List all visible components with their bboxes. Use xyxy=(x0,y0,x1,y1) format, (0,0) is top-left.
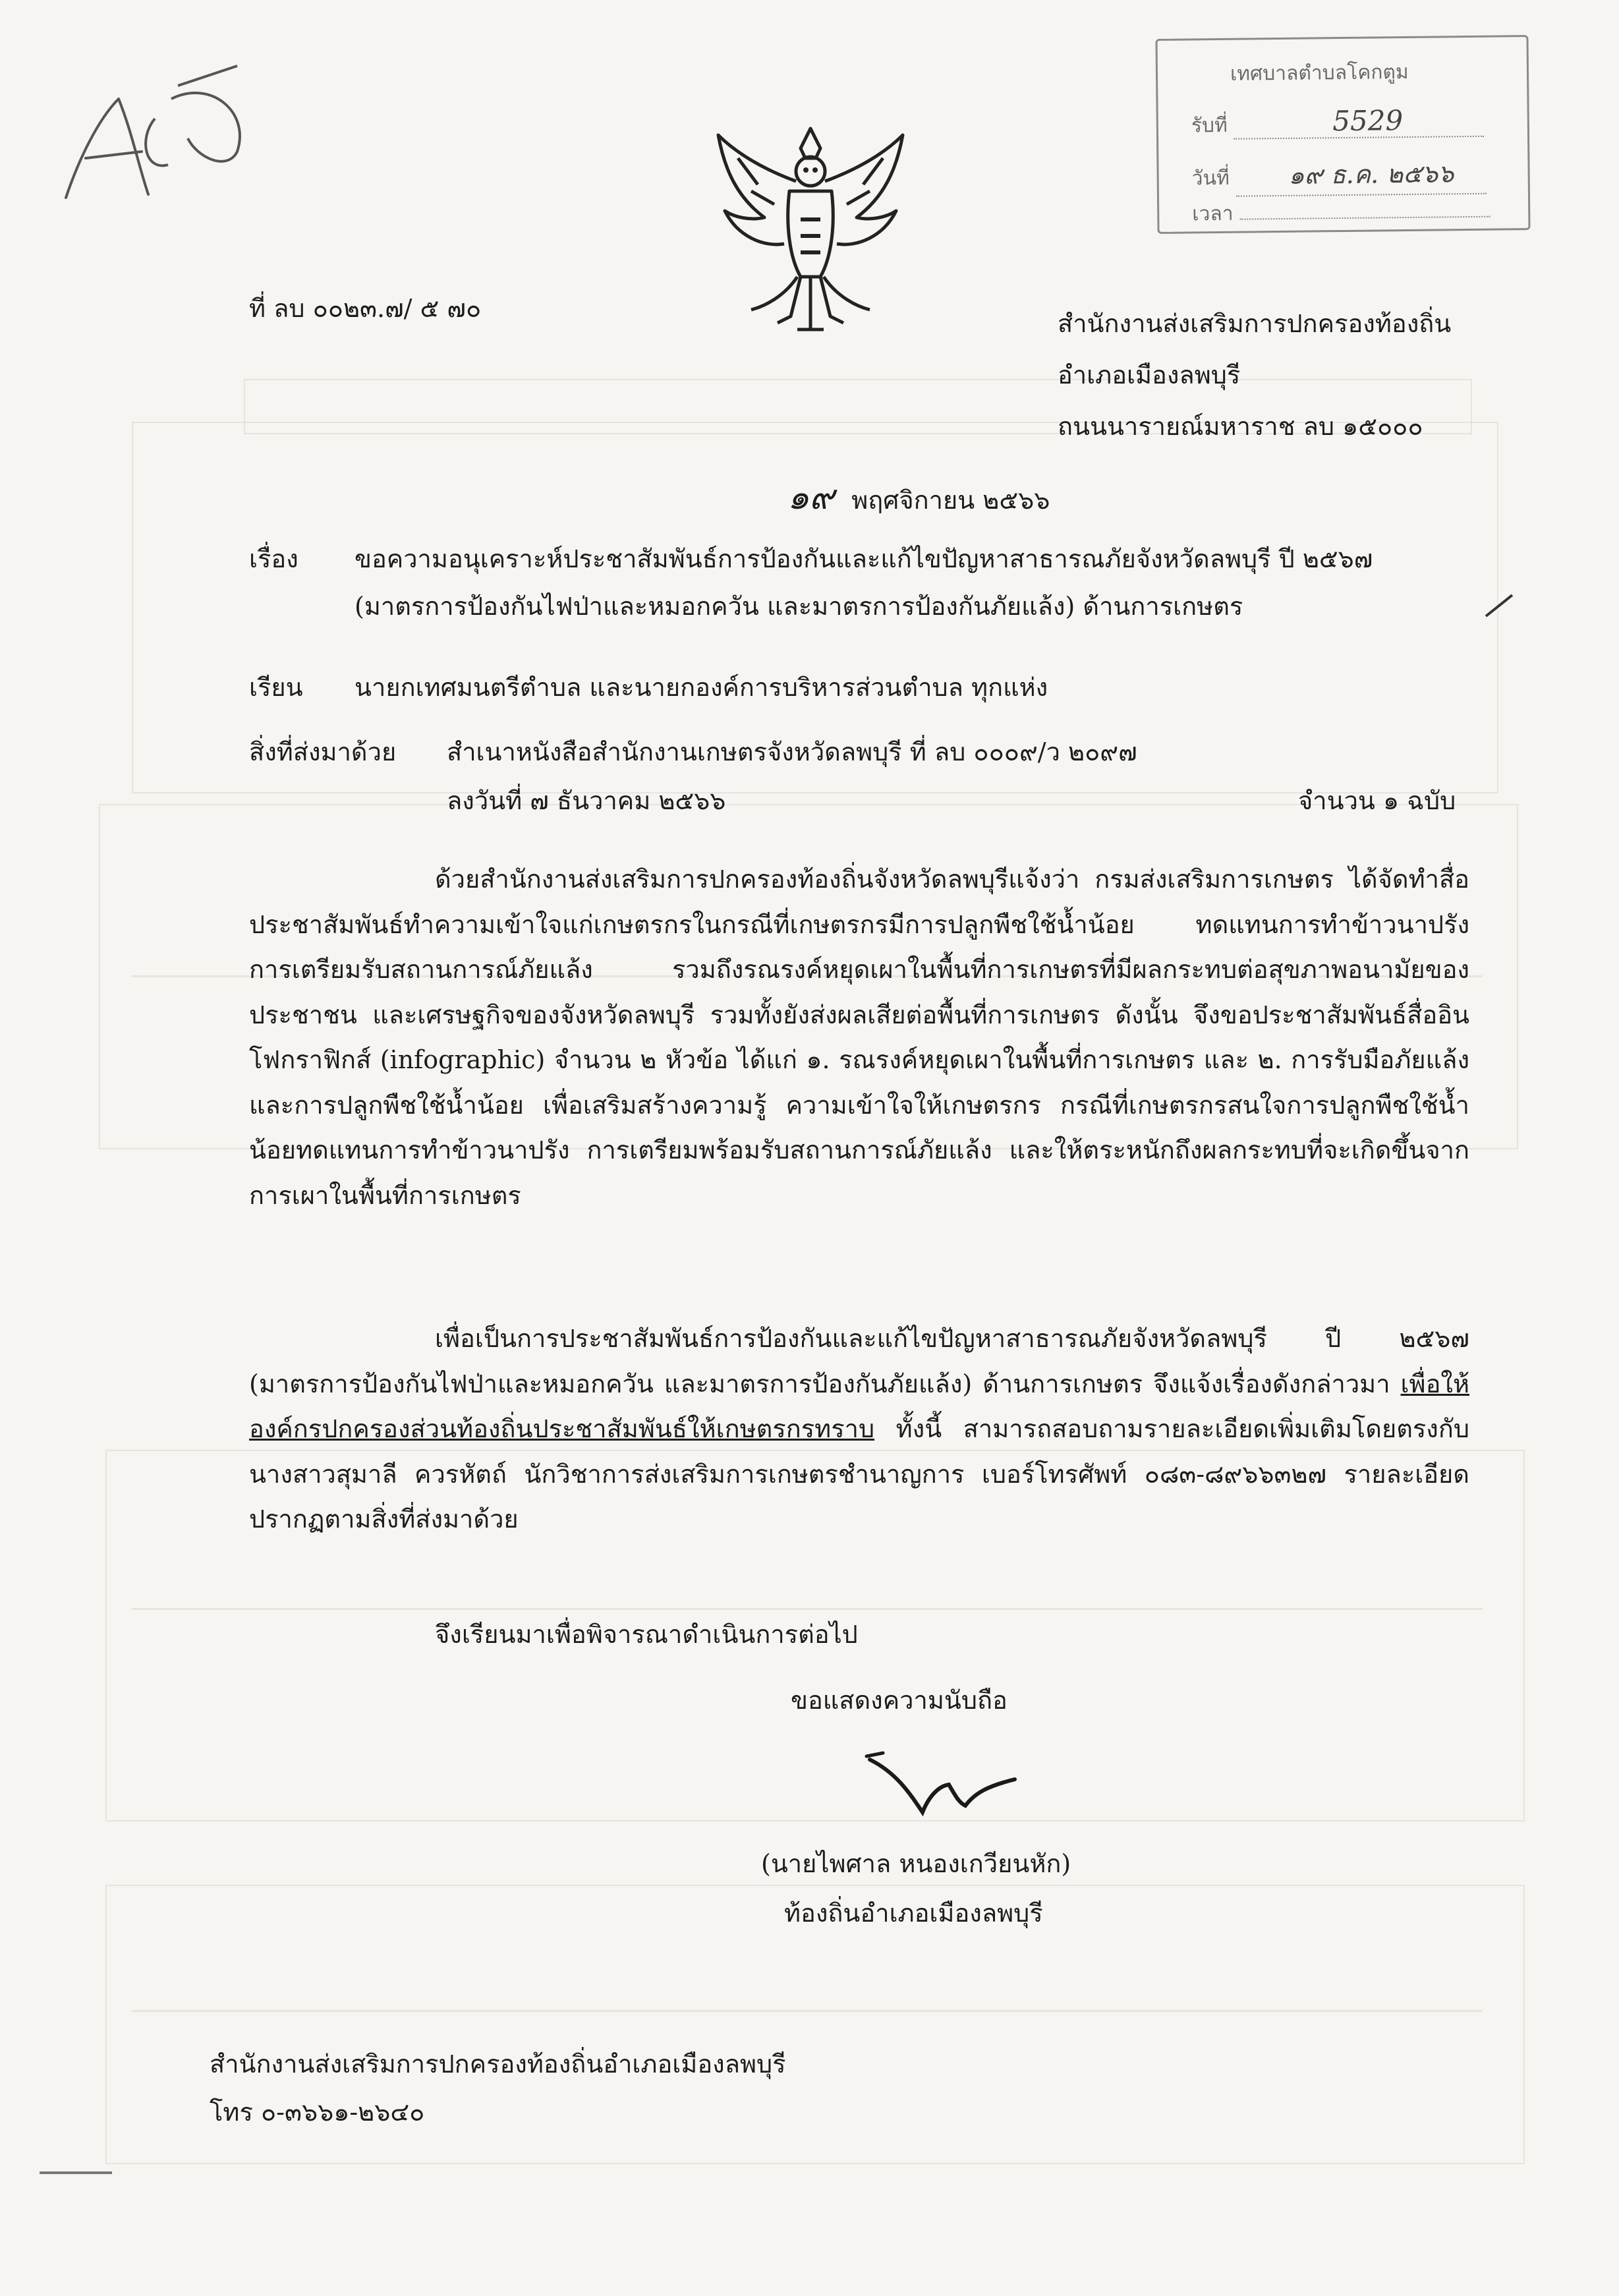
stamp-received-no-label: รับที่ xyxy=(1191,113,1228,138)
stamp-received-no xyxy=(1191,103,1485,142)
bleed-through-line xyxy=(132,2010,1483,2012)
subject-line-1: ขอความอนุเคราะห์ประชาสัมพันธ์การป้องกันและแก้ไขปัญหาสาธารณภัยจังหวัดลพบุรี ปี ๒๕๖๗ xyxy=(355,544,1373,573)
stamp-agency: เทศบาลตำบลโคกตูม xyxy=(1230,60,1409,86)
sender-street: ถนนนารายณ์มหาราช ลบ ๑๕๐๐๐ xyxy=(1058,412,1423,441)
recipient-label: เรียน xyxy=(249,673,303,702)
stamp-time xyxy=(1192,196,1490,230)
body-paragraph-2-underlined: เพื่อให้องค์กรปกครองส่วนท้องถิ่นประชาสัมพันธ์ให้เกษตรกรทราบ xyxy=(249,1369,1469,1443)
letter-date xyxy=(787,478,1050,517)
body-paragraph-2-part-b: ทั้งนี้ สามารถสอบถามรายละเอียดเพิ่มเติมโดยตรงกับนางสาวสุมาลี ควรหัตถ์ นักวิชาการส่งเสริมการเกษตรชำนาญการ เบอร์โทรศัพท์ ๐๘๓-๘๙๖๖๓๒๗ รายละเอียดปรากฏตามสิ่งที่ส่งมาด้วย xyxy=(249,1414,1469,1534)
bleed-through-line xyxy=(132,1608,1483,1610)
sender-office: สำนักงานส่งเสริมการปกครองท้องถิ่น xyxy=(1058,309,1452,338)
closing-request: จึงเรียนมาเพื่อพิจารณาดำเนินการต่อไป xyxy=(435,1620,858,1649)
stamp-time-label: เวลา xyxy=(1192,202,1234,226)
enclosure-label: สิ่งที่ส่งมาด้วย xyxy=(249,737,397,766)
body-paragraph-2-part-a: เพื่อเป็นการประชาสัมพันธ์การป้องกันและแก้ไขปัญหาสาธารณภัยจังหวัดลพบุรี ปี ๒๕๖๗ (มาตรการป้องกันไฟป่าและหมอกควัน และมาตรการป้องกันภัยแล้ง) ด้านการเกษตร จึงแจ้งเรื่องดังกล่าวมา xyxy=(249,1324,1469,1398)
handwritten-signature xyxy=(857,1733,1028,1832)
body-paragraph-2 xyxy=(249,1316,1469,1542)
recipient-text: นายกเทศมนตรีตำบล และนายกองค์การบริหารส่วนตำบล ทุกแห่ง xyxy=(355,673,1048,702)
sender-district: อำเภอเมืองลพบุรี xyxy=(1058,360,1241,389)
signatory-name: (นายไพศาล หนองเกวียนหัก) xyxy=(761,1849,1071,1878)
stamp-date xyxy=(1191,153,1486,198)
signatory-position: ท้องถิ่นอำเภอเมืองลพบุรี xyxy=(784,1899,1043,1928)
enclosure-line-1: สำเนาหนังสือสำนักงานเกษตรจังหวัดลพบุรี ที่ ลบ ๐๐๐๙/ว ๒๐๙๗ xyxy=(447,737,1137,766)
stamp-received-no-value: 5529 xyxy=(1332,104,1404,138)
letter-date-day: ๑๙ xyxy=(787,478,835,517)
body-paragraph-1: ด้วยสำนักงานส่งเสริมการปกครองท้องถิ่นจังหวัดลพบุรีแจ้งว่า กรมส่งเสริมการเกษตร ได้จัดทำสื่อประชาสัมพันธ์ทำความเข้าใจแก่เกษตรกรในกรณีที่เกษตรกรมีการปลูกพืชใช้น้ำน้อย ทดแทนการทำข้าวนาปรัง การเตรียมรับสถานการณ์ภัยแล้ง รวมถึงรณรงค์หยุดเผาในพื้นที่การเกษตรที่มีผลกระทบต่อสุขภาพอนามัยของประชาชน และเศรษฐกิจของจังหวัดลพบุรี รวมทั้งยังส่งผลเสียต่อพื้นที่การเกษตร ดังนั้น จึงขอประชาสัมพันธ์สื่ออินโฟกราฟิกส์ (infographic) จำนวน ๒ หัวข้อ ได้แก่ ๑. รณรงค์หยุดเผาในพื้นที่การเกษตร และ ๒. การรับมือภัยแล้งและการปลูกพืชใช้น้ำน้อย เพื่อเสริมสร้างความรู้ ความเข้าใจให้เกษตรกร กรณีที่เกษตรกรสนใจการปลูกพืชใช้น้ำน้อยทดแทนการทำข้าวนาปรัง การเตรียมพร้อมรับสถานการณ์ภัยแล้ง และให้ตระหนักถึงผลกระทบที่จะเกิดขึ้นจากการเผาในพื้นที่การเกษตร xyxy=(249,865,1469,1210)
footer-office: สำนักงานส่งเสริมการปกครองท้องถิ่นอำเภอเมืองลพบุรี xyxy=(210,2050,786,2079)
subject-line-2: (มาตรการป้องกันไฟป่าและหมอกควัน และมาตรการป้องกันภัยแล้ง) ด้านการเกษตร xyxy=(355,592,1243,621)
receiving-stamp xyxy=(1155,35,1530,234)
garuda-emblem-icon xyxy=(712,119,909,336)
signature-closing: ขอแสดงความนับถือ xyxy=(791,1686,1008,1715)
enclosure-count: จำนวน ๑ ฉบับ xyxy=(1298,786,1456,815)
reference-number: ที่ ลบ ๐๐๒๓.๗/ ๕ ๗๐ xyxy=(249,294,482,323)
stamp-date-label: วันที่ xyxy=(1191,166,1230,190)
margin-mark xyxy=(40,2171,112,2174)
handwritten-annotation xyxy=(40,59,250,211)
stamp-date-value: ๑๙ ธ.ค. ๒๕๖๖ xyxy=(1288,159,1454,190)
check-mark-icon xyxy=(1483,590,1516,625)
enclosure-line-2: ลงวันที่ ๗ ธันวาคม ๒๕๖๖ xyxy=(447,786,726,815)
subject-label: เรื่อง xyxy=(249,544,298,573)
footer-phone: โทร ๐-๓๖๖๑-๒๖๔๐ xyxy=(210,2098,425,2127)
letter-date-month-year: พฤศจิกายน ๒๕๖๖ xyxy=(851,486,1050,515)
